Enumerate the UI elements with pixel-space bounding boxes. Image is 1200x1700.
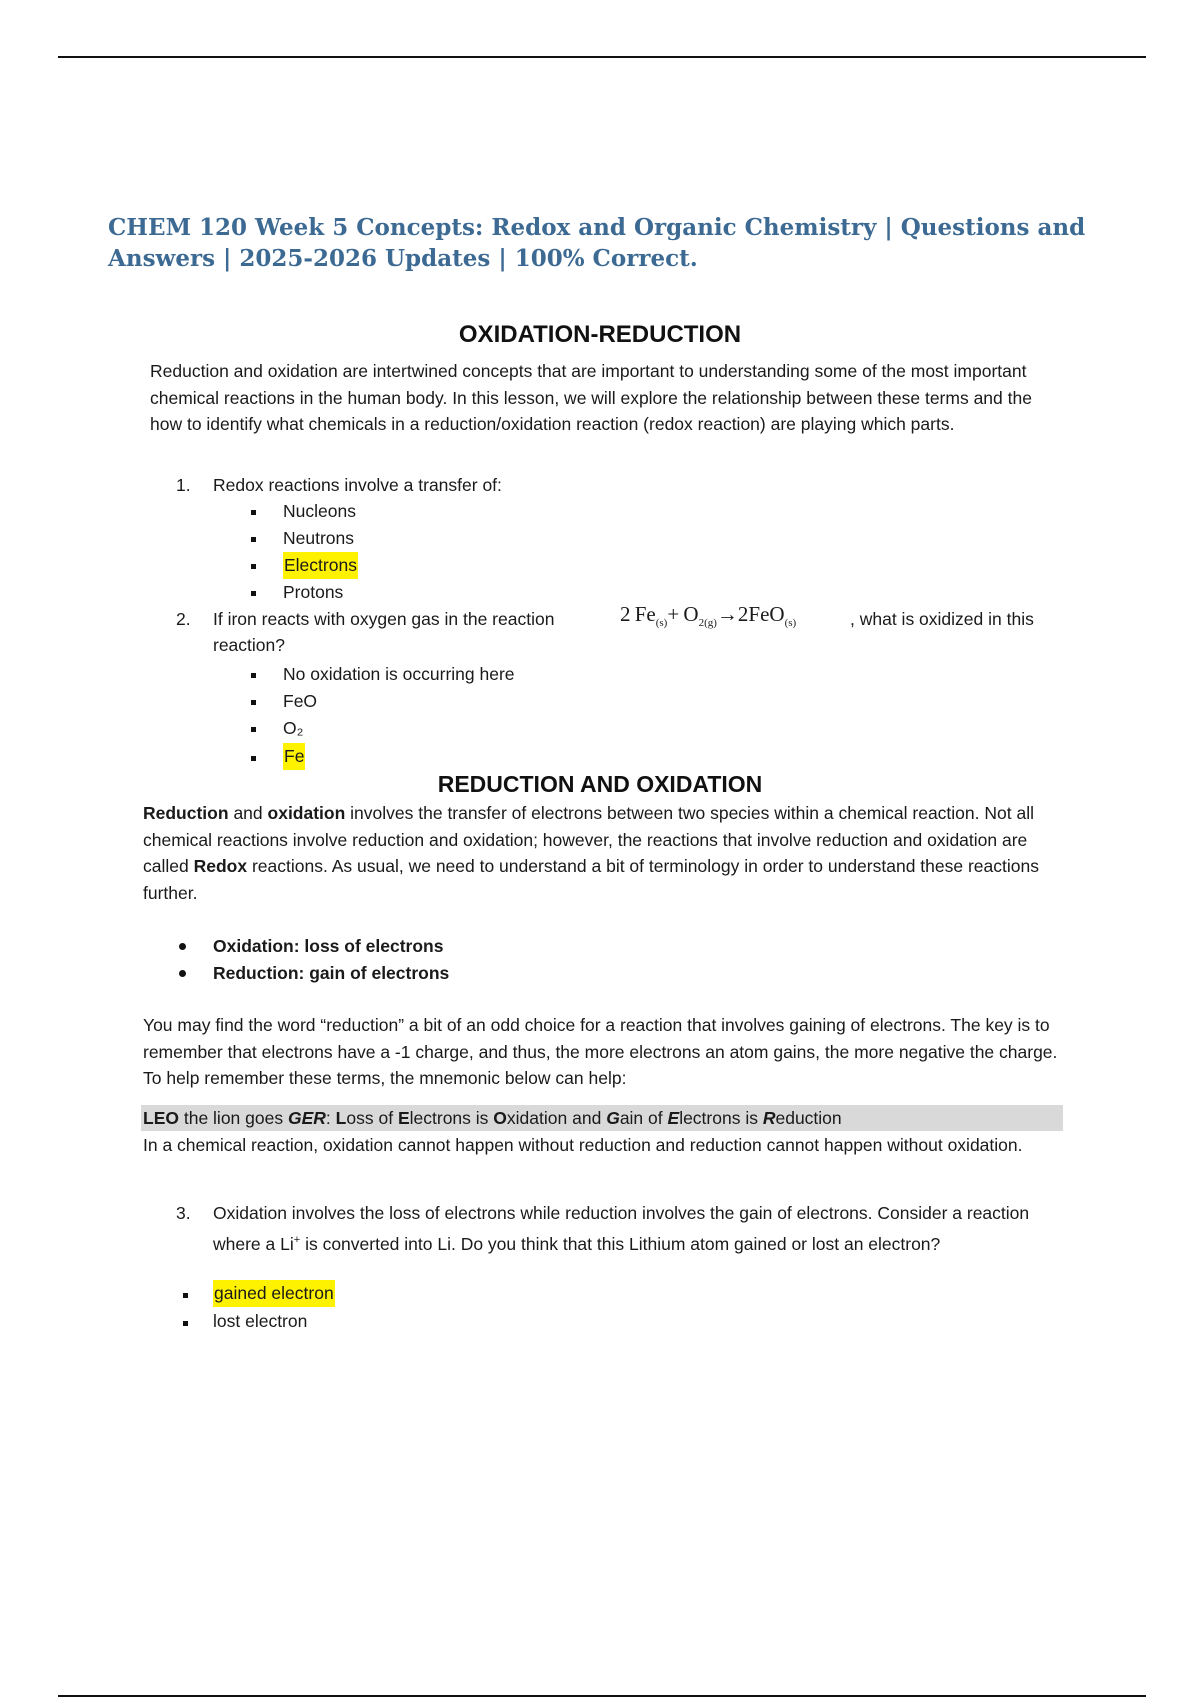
- mnemonic-ain: ain of: [619, 1108, 663, 1128]
- q2-equation: [620, 602, 796, 629]
- q2-bullet: [251, 673, 256, 678]
- p1-mid: involves the transfer of electrons between two species within a chemical reaction. Not all chemical reactions involve reduction and oxidation; however, the reactions that involve reduction and oxidation are called: [143, 803, 1034, 876]
- mnemonic-lectrons2: lectrons is: [679, 1108, 758, 1128]
- q2-bullet: [251, 700, 256, 705]
- q3-superscript: +: [293, 1233, 301, 1246]
- mnemonic-colon: :: [325, 1108, 331, 1128]
- eq-coef2: 2: [737, 602, 749, 626]
- definition-oxidation: Oxidation: loss of electrons: [213, 936, 444, 956]
- q2-number: 2.: [176, 609, 191, 629]
- eq-product-feo: FeO: [748, 602, 785, 626]
- q2-option-fe-answer: Fe: [283, 743, 305, 770]
- mnemonic-xidation: xidation and: [506, 1108, 602, 1128]
- eq-reactant-o2: O: [683, 602, 699, 626]
- term-redox: Redox: [193, 856, 248, 876]
- mnemonic-ger: GER: [287, 1108, 326, 1128]
- q3-option-lost: lost electron: [213, 1311, 308, 1331]
- mnemonic-l: L: [335, 1108, 347, 1128]
- q3-option-gained-answer: gained electron: [213, 1280, 335, 1307]
- eq-state-s: (s): [655, 617, 668, 630]
- mnemonic-leo: LEO: [143, 1108, 179, 1128]
- q1-option-protons: Protons: [283, 582, 344, 602]
- q1-option-nucleons: Nucleons: [283, 501, 356, 521]
- q2-text: If iron reacts with oxygen gas in the reaction: [213, 609, 555, 629]
- reduction-word-paragraph: You may find the word “reduction” a bit of an odd choice for a reaction that involves gaining of electrons. The key is to remember that electrons have a -1 charge, and thus, the more electrons an atom gains, the more negative the charge. To help remember these terms, the mnemonic below can help:: [143, 1015, 1058, 1088]
- q2-text-after: , what is oxidized in this: [850, 609, 1034, 629]
- heading-reduction-and-oxidation: REDUCTION AND OXIDATION: [437, 771, 763, 797]
- mnemonic-o: O: [493, 1108, 507, 1128]
- definition-bullet: [179, 970, 186, 977]
- mnemonic-g: G: [606, 1108, 620, 1128]
- p1-end: reactions. As usual, we need to understand a bit of terminology in order to understand these reactions further.: [143, 856, 1039, 903]
- mnemonic-oss: oss of: [346, 1108, 394, 1128]
- q2-option-o2: O₂: [283, 718, 304, 738]
- mnemonic-r: R: [762, 1108, 776, 1128]
- eq-state-g: 2(g): [698, 617, 717, 630]
- mnemonic-e2: E: [667, 1108, 680, 1128]
- mnemonic-box: [141, 1105, 1063, 1131]
- intro-paragraph: Reduction and oxidation are intertwined concepts that are important to understanding some of the most important chemical reactions in the human body. In this lesson, we will explore the relationship between these terms and the how to identify what chemicals in a reduction/oxidation reaction (redox reaction) are playing which parts.: [150, 361, 1032, 434]
- q3-bullet: [183, 1321, 188, 1326]
- definition-bullet: [179, 943, 186, 950]
- eq-coef1: 2: [620, 602, 631, 626]
- q2-bullet: [251, 727, 256, 732]
- heading-oxidation-reduction: OXIDATION-REDUCTION: [458, 321, 742, 348]
- q1-number: 1.: [176, 475, 191, 495]
- q3-text-a: Oxidation involves the loss of electrons while reduction involves the gain of electrons. Consider a reaction where a Li: [213, 1203, 1030, 1254]
- eq-plus: +: [667, 602, 680, 626]
- term-oxidation: oxidation: [267, 803, 346, 823]
- q2-option-no-oxidation: No oxidation is occurring here: [283, 664, 515, 684]
- q1-option-neutrons: Neutrons: [283, 528, 355, 548]
- definition-reduction: Reduction: gain of electrons: [213, 963, 450, 983]
- eq-reactant-fe: Fe: [634, 602, 656, 626]
- q1-bullet: [251, 537, 256, 542]
- q2-option-feo: FeO: [283, 691, 318, 711]
- mnemonic-lectrons1: lectrons is: [409, 1108, 489, 1128]
- eq-state-s2: (s): [784, 617, 797, 630]
- q1-bullet: [251, 591, 256, 596]
- mnemonic-e1: E: [397, 1108, 410, 1128]
- redox-paragraph: [143, 800, 1063, 906]
- q3-text-b: is converted into Li. Do you think that this Lithium atom gained or lost an electron?: [305, 1233, 941, 1254]
- q1-text: Redox reactions involve a transfer of:: [213, 475, 502, 495]
- redox-pair-paragraph: In a chemical reaction, oxidation cannot happen without reduction and reduction cannot happen without oxidation.: [143, 1135, 1023, 1155]
- bottom-rule: [58, 1695, 1146, 1697]
- q3-text: [213, 1200, 1073, 1257]
- q3-bullet: [183, 1293, 188, 1298]
- term-reduction: Reduction: [143, 803, 229, 823]
- q2-text-line2: reaction?: [213, 635, 285, 655]
- q2-bullet: [251, 756, 256, 761]
- mnemonic-lion: the lion goes: [183, 1108, 284, 1128]
- top-rule: [58, 56, 1146, 58]
- q1-bullet: [251, 564, 256, 569]
- mnemonic-eduction: eduction: [775, 1108, 842, 1128]
- q1-bullet: [251, 510, 256, 515]
- p1-and: and: [233, 803, 263, 823]
- eq-arrow: →: [716, 602, 738, 626]
- q1-option-electrons-answer: Electrons: [283, 552, 358, 579]
- q3-number: 3.: [176, 1203, 191, 1223]
- document-title: CHEM 120 Week 5 Concepts: Redox and Organic Chemistry | Questions and Answers | 2025-2026 Updates | 100% Correct.: [108, 214, 1086, 272]
